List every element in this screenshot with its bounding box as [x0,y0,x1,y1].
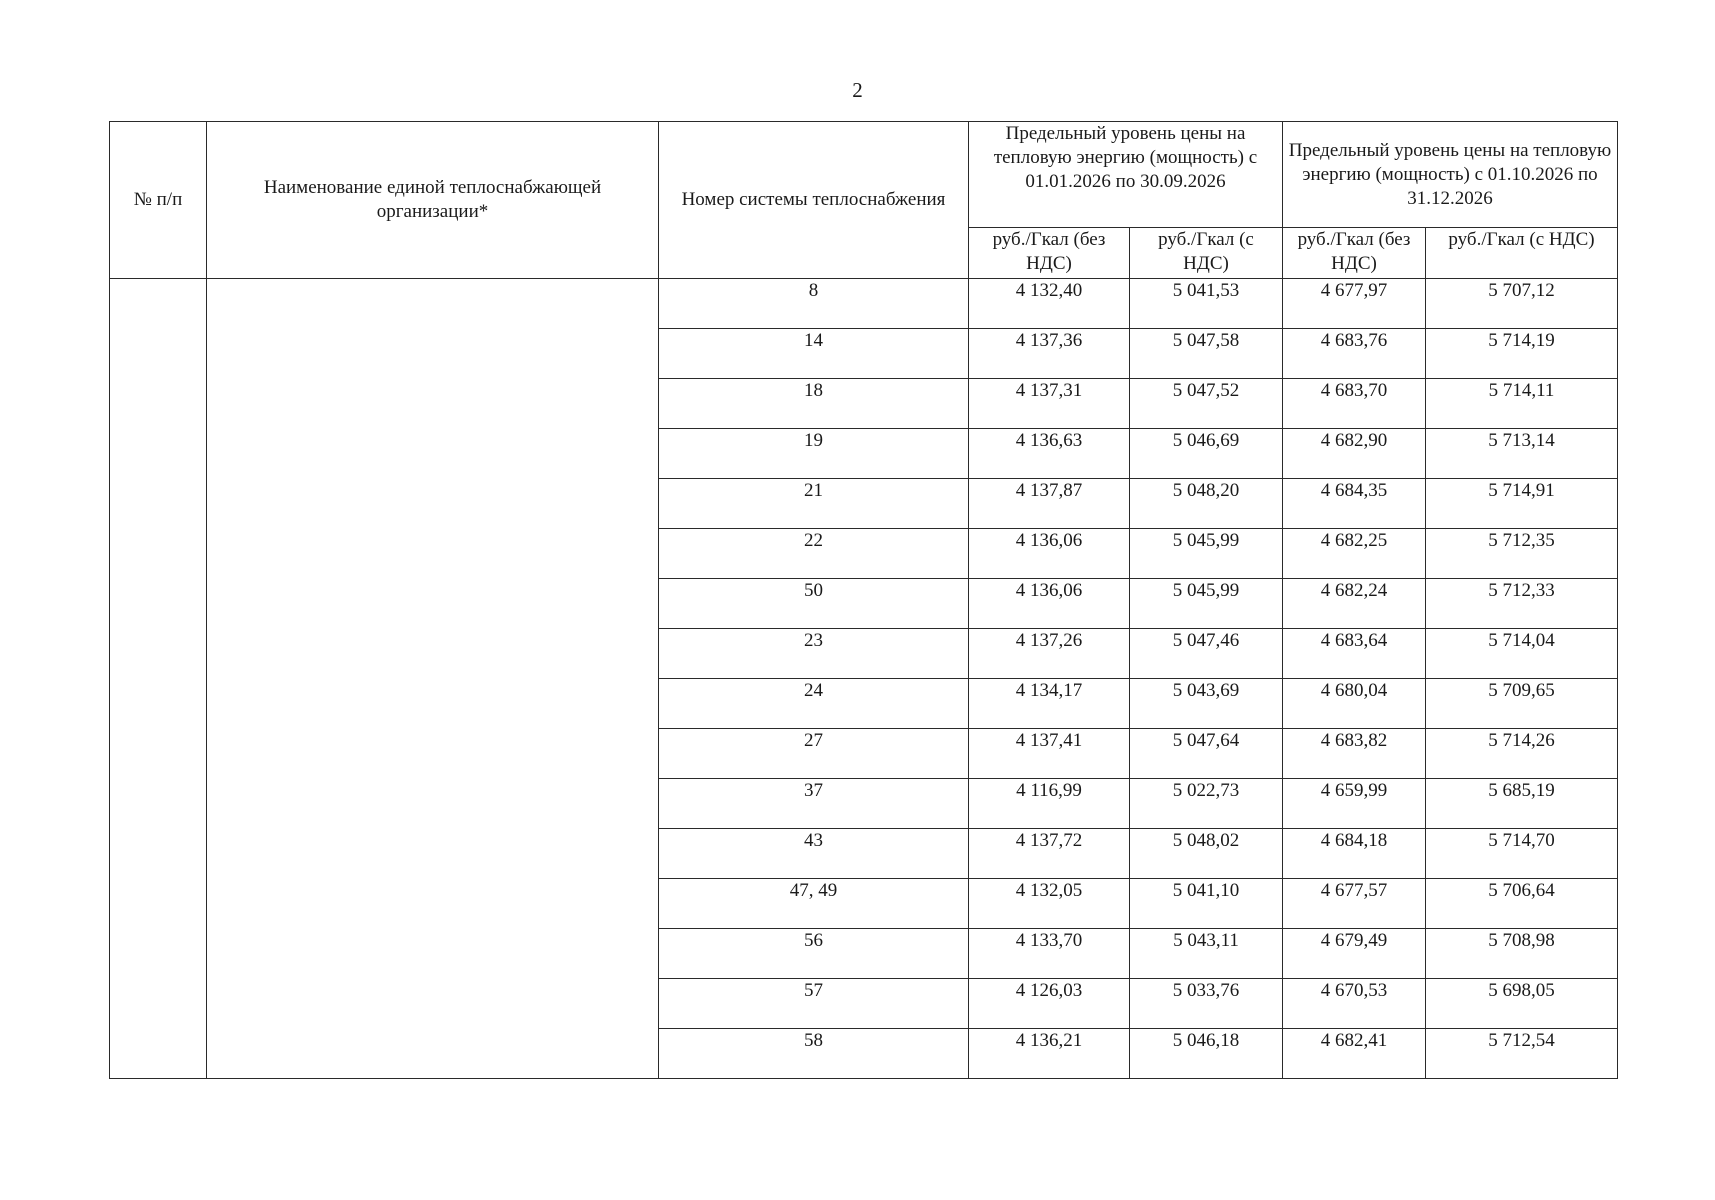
cell-p2-vat: 5 714,70 [1426,829,1618,879]
cell-p1-vat: 5 046,69 [1130,429,1283,479]
cell-p2-vat: 5 714,19 [1426,329,1618,379]
cell-p2-vat: 5 712,54 [1426,1029,1618,1079]
cell-p1-no-vat: 4 126,03 [969,979,1130,1029]
cell-p1-no-vat: 4 136,63 [969,429,1130,479]
cell-p1-vat: 5 048,20 [1130,479,1283,529]
cell-p2-vat: 5 709,65 [1426,679,1618,729]
cell-p1-vat: 5 041,53 [1130,279,1283,329]
cell-system: 37 [659,779,969,829]
cell-p2-no-vat: 4 683,82 [1283,729,1426,779]
cell-p1-no-vat: 4 132,05 [969,879,1130,929]
cell-p2-vat: 5 714,26 [1426,729,1618,779]
header-period-1: Предельный уровень цены на тепловую энергию (мощность) с 01.01.2026 по 30.09.2026 [969,122,1283,228]
cell-p1-vat: 5 043,11 [1130,929,1283,979]
cell-p1-no-vat: 4 137,31 [969,379,1130,429]
cell-p2-vat: 5 712,35 [1426,529,1618,579]
table-row [110,279,1618,329]
cell-system: 21 [659,479,969,529]
cell-p2-no-vat: 4 670,53 [1283,979,1426,1029]
cell-system: 24 [659,679,969,729]
cell-system: 50 [659,579,969,629]
header-period-2: Предельный уровень цены на тепловую энергию (мощность) с 01.10.2026 по 31.12.2026 [1283,122,1618,228]
cell-p2-vat: 5 712,33 [1426,579,1618,629]
header-org-name: Наименование единой теплоснабжающей организации* [207,122,659,279]
cell-p1-vat: 5 045,99 [1130,529,1283,579]
cell-p1-no-vat: 4 134,17 [969,679,1130,729]
cell-p2-no-vat: 4 682,24 [1283,579,1426,629]
cell-system: 58 [659,1029,969,1079]
cell-system: 57 [659,979,969,1029]
cell-p2-vat: 5 707,12 [1426,279,1618,329]
cell-p1-no-vat: 4 132,40 [969,279,1130,329]
cell-p2-no-vat: 4 684,18 [1283,829,1426,879]
cell-p2-no-vat: 4 682,90 [1283,429,1426,479]
cell-system: 22 [659,529,969,579]
cell-p1-vat: 5 047,64 [1130,729,1283,779]
cell-system: 47, 49 [659,879,969,929]
cell-p2-no-vat: 4 684,35 [1283,479,1426,529]
cell-system: 23 [659,629,969,679]
cell-p2-vat: 5 685,19 [1426,779,1618,829]
cell-p2-vat: 5 713,14 [1426,429,1618,479]
cell-p2-no-vat: 4 680,04 [1283,679,1426,729]
cell-p1-no-vat: 4 133,70 [969,929,1130,979]
cell-p2-no-vat: 4 679,49 [1283,929,1426,979]
cell-p2-vat: 5 714,91 [1426,479,1618,529]
cell-p1-vat: 5 043,69 [1130,679,1283,729]
cell-p1-no-vat: 4 136,06 [969,529,1130,579]
header-p1-no-vat: руб./Гкал (без НДС) [969,228,1130,279]
cell-p2-no-vat: 4 682,41 [1283,1029,1426,1079]
cell-p2-no-vat: 4 677,97 [1283,279,1426,329]
cell-p1-vat: 5 041,10 [1130,879,1283,929]
cell-p1-vat: 5 033,76 [1130,979,1283,1029]
header-number: № п/п [110,122,207,279]
cell-p2-no-vat: 4 683,70 [1283,379,1426,429]
cell-p2-no-vat: 4 659,99 [1283,779,1426,829]
cell-p1-vat: 5 047,46 [1130,629,1283,679]
cell-system: 56 [659,929,969,979]
header-p2-vat: руб./Гкал (с НДС) [1426,228,1618,279]
page-number: 2 [852,78,863,102]
cell-system: 43 [659,829,969,879]
header-system-number: Номер системы теплоснабжения [659,122,969,279]
cell-p1-no-vat: 4 136,21 [969,1029,1130,1079]
cell-p1-vat: 5 022,73 [1130,779,1283,829]
cell-p1-no-vat: 4 137,41 [969,729,1130,779]
cell-system: 8 [659,279,969,329]
cell-p1-vat: 5 045,99 [1130,579,1283,629]
header-p2-no-vat: руб./Гкал (без НДС) [1283,228,1426,279]
cell-p2-no-vat: 4 683,76 [1283,329,1426,379]
cell-p2-vat: 5 714,11 [1426,379,1618,429]
cell-p2-vat: 5 714,04 [1426,629,1618,679]
cell-p1-vat: 5 048,02 [1130,829,1283,879]
row-number-cell [110,279,207,1079]
cell-p1-no-vat: 4 137,72 [969,829,1130,879]
cell-p2-no-vat: 4 682,25 [1283,529,1426,579]
cell-p1-no-vat: 4 137,26 [969,629,1130,679]
org-name-cell [207,279,659,1079]
cell-p1-no-vat: 4 137,87 [969,479,1130,529]
cell-system: 14 [659,329,969,379]
cell-p1-no-vat: 4 136,06 [969,579,1130,629]
cell-p2-no-vat: 4 677,57 [1283,879,1426,929]
cell-p1-vat: 5 047,58 [1130,329,1283,379]
cell-p1-vat: 5 047,52 [1130,379,1283,429]
cell-p1-no-vat: 4 137,36 [969,329,1130,379]
cell-p1-no-vat: 4 116,99 [969,779,1130,829]
cell-p2-no-vat: 4 683,64 [1283,629,1426,679]
cell-p2-vat: 5 698,05 [1426,979,1618,1029]
cell-system: 18 [659,379,969,429]
header-p1-vat: руб./Гкал (с НДС) [1130,228,1283,279]
cell-p2-vat: 5 706,64 [1426,879,1618,929]
cell-system: 27 [659,729,969,779]
cell-p2-vat: 5 708,98 [1426,929,1618,979]
table-body [110,279,1618,1079]
cell-system: 19 [659,429,969,479]
cell-p1-vat: 5 046,18 [1130,1029,1283,1079]
price-table [109,121,1618,1079]
